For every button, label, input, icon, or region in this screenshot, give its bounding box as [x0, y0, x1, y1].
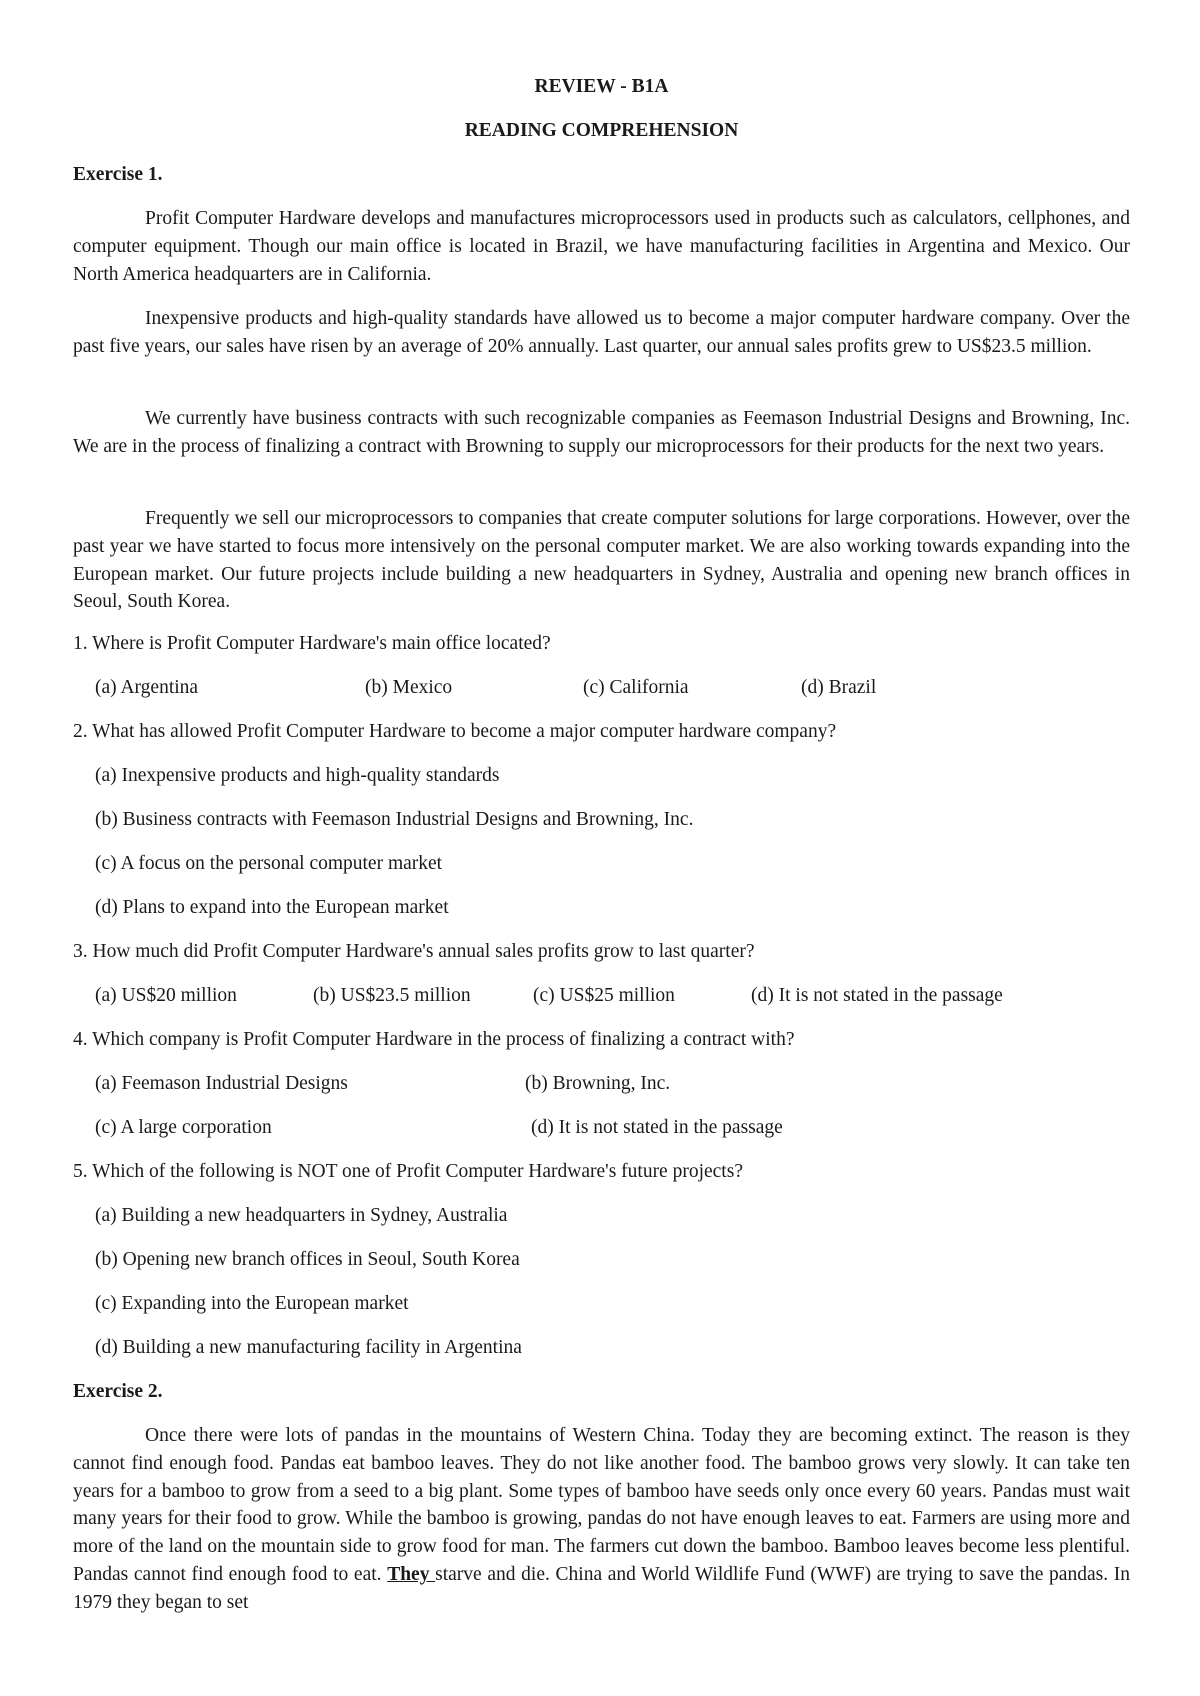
exercise-1-paragraph-3: We currently have business contracts with such recognizable companies as Feemason Industrial Designs and Browning, Inc. We are in the process of finalizing a contract with Browning to supply our microprocessors for their products for the next two years. [73, 408, 1130, 457]
question-1: 1. Where is Profit Computer Hardware's main office located? [73, 633, 551, 654]
question-5-option-d: (d) Building a new manufacturing facility in Argentina [95, 1337, 522, 1358]
question-2: 2. What has allowed Profit Computer Hardware to become a major computer hardware company? [73, 721, 837, 742]
question-4-option-b: (b) Browning, Inc. [525, 1073, 671, 1094]
exercise-1-paragraph-2: Inexpensive products and high-quality standards have allowed us to become a major computer hardware company. Over the past five years, our sales have risen by an average of 20% annually. Last quarter, our annual sales profits grew to US$23.5 million. [73, 308, 1130, 357]
question-3-option-a: (a) US$20 million [95, 985, 237, 1006]
exercise-2-label: Exercise 2. [73, 1381, 163, 1402]
question-3-option-d: (d) It is not stated in the passage [751, 985, 1003, 1006]
question-5-option-c: (c) Expanding into the European market [95, 1293, 409, 1314]
question-4-option-a: (a) Feemason Industrial Designs [95, 1073, 348, 1094]
question-4: 4. Which company is Profit Computer Hardware in the process of finalizing a contract with? [73, 1029, 795, 1050]
exercise-1-label: Exercise 1. [73, 164, 163, 185]
question-3-option-c: (c) US$25 million [533, 985, 675, 1006]
exercise-1-paragraph-1: Profit Computer Hardware develops and manufactures microprocessors used in products such as calculators, cellphones, and computer equipment. Though our main office is located in Brazil, we have manufacturing facilities in Argentina and Mexico. Our North America headquarters are in California. [73, 208, 1130, 285]
question-5: 5. Which of the following is NOT one of Profit Computer Hardware's future projects? [73, 1161, 743, 1182]
document-subtitle: READING COMPREHENSION [464, 120, 739, 141]
question-1-option-b: (b) Mexico [365, 677, 453, 698]
question-3: 3. How much did Profit Computer Hardware's annual sales profits grow to last quarter? [73, 941, 755, 962]
exercise-2-text-end: starve and die. China and World Wildlife Fund (WWF) are trying to save the pandas. In 1979 they began to set [73, 1563, 1130, 1613]
question-2-option-a: (a) Inexpensive products and high-quality standards [95, 765, 500, 786]
exercise-2-paragraph [73, 1422, 1130, 1617]
question-2-option-b: (b) Business contracts with Feemason Industrial Designs and Browning, Inc. [95, 809, 694, 830]
question-1-option-d: (d) Brazil [801, 677, 877, 698]
exercise-1-paragraph-4: Frequently we sell our microprocessors to companies that create computer solutions for large corporations. However, over the past year we have started to focus more intensively on the personal computer market. We are also working towards expanding into the European market. Our future projects include building a new headquarters in Sydney, Australia and opening new branch offices in Seoul, South Korea. [73, 508, 1130, 613]
question-1-option-a: (a) Argentina [95, 677, 199, 698]
underlined-word: They [387, 1563, 436, 1585]
question-3-option-b: (b) US$23.5 million [313, 985, 471, 1006]
question-5-option-b: (b) Opening new branch offices in Seoul, South Korea [95, 1249, 520, 1270]
question-4-option-d: (d) It is not stated in the passage [531, 1117, 783, 1138]
question-5-option-a: (a) Building a new headquarters in Sydney, Australia [95, 1205, 508, 1226]
question-2-option-c: (c) A focus on the personal computer market [95, 853, 443, 874]
question-4-option-c: (c) A large corporation [95, 1117, 272, 1138]
question-2-option-d: (d) Plans to expand into the European market [95, 897, 449, 918]
exercise-2-text-start: Once there were lots of pandas in the mountains of Western China. Today they are becoming extinct. The reason is they cannot find enough food. Pandas eat bamboo leaves. They do not like another food. The bamboo grows very slowly. It can take ten years for a bamboo to grow from a seed to a big plant. Some types of bamboo have seeds only once every 60 years. Pandas must wait many years for their food to grow. While the bamboo is growing, pandas do not have enough leaves to eat. Farmers are using more and more of the land on the mountain side to grow food for man. The farmers cut down the bamboo. Bamboo leaves become less plentiful. Pandas cannot find enough food to eat. [73, 1425, 1130, 1585]
document-title: REVIEW - B1A [534, 76, 669, 97]
question-1-option-c: (c) California [583, 677, 689, 698]
